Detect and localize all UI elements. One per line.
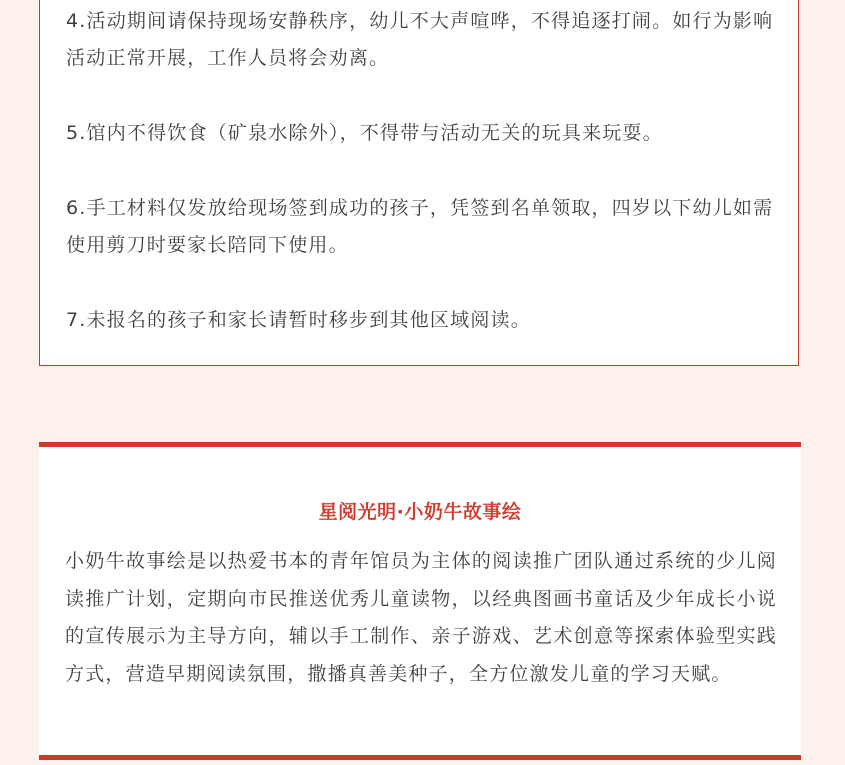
- section-body-text: 小奶牛故事绘是以热爱书本的青年馆员为主体的阅读推广团队通过系统的少儿阅读推广计划，定期向市民推送优秀儿童读物，以经典图画书童话及少年成长小说的宣传展示为主导方向，辅以手工制作、亲子游戏、艺术创意等探索体验型实践方式，营造早期阅读氛围，撒播真善美种子，全方位激发儿童的学习天赋。: [65, 550, 777, 685]
- story-intro-card: [39, 442, 801, 760]
- rule-item-6: 6.手工材料仅发放给现场签到成功的孩子，凭签到名单领取，四岁以下幼儿如需使用剪刀时要家长陪同下使用。: [66, 197, 774, 256]
- rule-item-7: 7.未报名的孩子和家长请暂时移步到其他区域阅读。: [66, 309, 531, 331]
- rule-item-5: 5.馆内不得饮食（矿泉水除外），不得带与活动无关的玩具来玩耍。: [66, 122, 663, 144]
- section-title: 星阅光明·小奶牛故事绘: [318, 501, 522, 523]
- rule-item-4: 4.活动期间请保持现场安静秩序，幼儿不大声喧哗，不得追逐打闹。如行为影响活动正常开展，工作人员将会劝离。: [66, 10, 774, 69]
- activity-rules-box: [39, 0, 799, 366]
